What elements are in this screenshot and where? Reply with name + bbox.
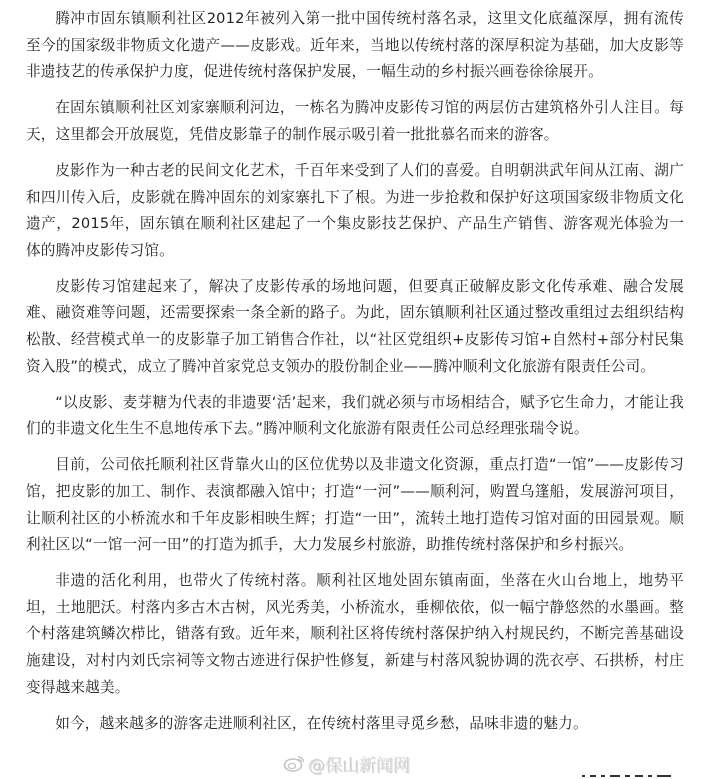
paragraph-6: 目前，公司依托顺利社区背靠火山的区位优势以及非遗文化资源，重点打造“一馆”——皮影传习馆，把皮影的加工、制作、表演都融入馆中；打造“一河”——顺利河，购置乌篷船，发展游河项目，让顺利社区的小桥流水和千年皮影相映生辉；打造“一田”，流转土地打造传习馆对面的田园景观。顺利社区以“一馆一河一田”的打造为抓手，大力发展乡村旅游，助推传统村落保护和乡村振兴。 — [26, 456, 684, 554]
paragraph-1: 腾冲市固东镇顺利社区2012年被列入第一批中国传统村落名录，这里文化底蕴深厚，拥有流传至今的国家级非物质文化遗产——皮影戏。近年来，当地以传统村落的深厚积淀为基础，加大皮影等非遗技艺的传承保护力度，促进传统村落保护发展，一幅生动的乡村振兴画卷徐徐展开。 — [26, 10, 684, 81]
paragraph-7: 非遗的活化利用，也带火了传统村落。顺利社区地处固东镇南面，坐落在火山台地上，地势平坦，土地肥沃。村落内多古木古树，风光秀美，小桥流水，垂柳依依，似一幅宁静悠然的水墨画。整个村落建筑鳞次栉比，错落有致。近年来，顺利社区将传统村落保护纳入村规民约，不断完善基础设施建设，对村内刘氏宗祠等文物古迹进行保护性修复，新建与村落风貌协调的洗衣亭、石拱桥，村庄变得越来越美。 — [26, 572, 684, 696]
paragraph-2: 在固东镇顺利社区刘家寨顺利河边，一栋名为腾冲皮影传习馆的两层仿古建筑格外引人注目。每天，这里都会开放展览，凭借皮影靠子的制作展示吸引着一批批慕名而来的游客。 — [26, 99, 684, 143]
paragraph-8: 如今，越来越多的游客走进顺利社区，在传统村落里寻觅乡愁，品味非遗的魅力。 — [55, 714, 588, 732]
article-body — [26, 6, 684, 747]
cut-off-text-fragment — [582, 775, 682, 779]
paragraph-5-quote: “以皮影、麦芽糖为代表的非遗要‘活’起来，我们就必须与市场相结合，赋予它生命力，才能让我们的非遗文化生生不息地传承下去。”腾冲顺利文化旅游有限责任公司总经理张瑞令说。 — [26, 393, 684, 438]
weibo-icon — [283, 754, 305, 772]
paragraph-3: 皮影作为一种古老的民间文化艺术，千百年来受到了人们的喜爱。自明朝洪武年间从江南、湖广和四川传入后，皮影就在腾冲固东的刘家寨扎下了根。为进一步抢救和保护好这项国家级非物质文化遗产，2015年，固东镇在顺利社区建起了一个集皮影技艺保护、产品生产销售、游客观光体验为一体的腾冲皮影传习馆。 — [26, 161, 684, 259]
source-watermark — [283, 751, 410, 775]
watermark-text: @保山新闻网 — [308, 755, 410, 776]
paragraph-4: 皮影传习馆建起来了，解决了皮影传承的场地问题，但要真正破解皮影文化传承难、融合发展难、融资难等问题，还需要探索一条全新的路子。为此，固东镇顺利社区通过整改重组过去组织结构松散、经营模式单一的皮影靠子加工销售合作社，以“社区党组织+皮影传习馆+自然村+部分村民集资入股”的模式，成立了腾冲首家党总支领办的股份制企业——腾冲顺利文化旅游有限责任公司。 — [26, 277, 684, 375]
